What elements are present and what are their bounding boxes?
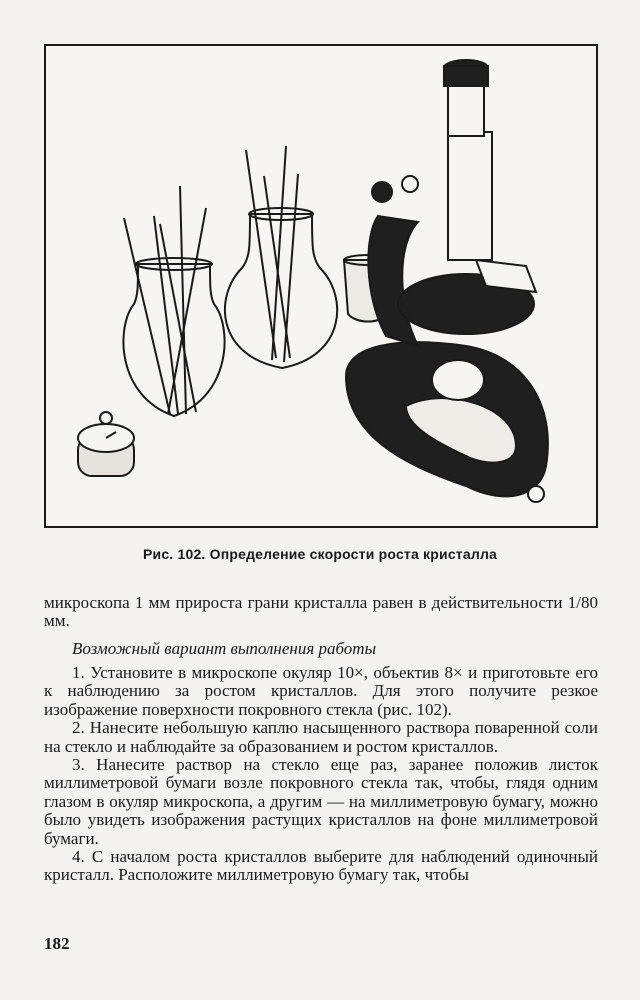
microscope <box>346 60 548 502</box>
step-paragraph-3: 3. Нанесите раствор на стекло еще раз, заранее положив листок миллиметровой бумаги возле покровного стекла так, чтобы, глядя одним глазом в окуляр микроскопа, а другим — на миллиметровую бумагу, можно было увидеть изображения растущих кристаллов на фоне миллиметровой бумаги. <box>44 755 598 848</box>
step-paragraph-1: 1. Установите в микроскопе окуляр 10×, объектив 8× и приготовьте его к наблюдению за ростом кристаллов. Для этого получите резкое изображение поверхности покровного стекла (рис. 102). <box>44 663 598 719</box>
figure-frame <box>44 44 598 528</box>
steps-block <box>44 664 598 885</box>
section-heading-block <box>44 640 598 658</box>
flask-left <box>123 186 224 416</box>
step-paragraph-4: 4. С началом роста кристаллов выберите для наблюдений одиночный кристалл. Расположите миллиметровую бумагу так, чтобы <box>44 847 598 885</box>
figure-illustration <box>46 46 596 526</box>
step-paragraph-2: 2. Нанесите небольшую каплю насыщенного раствора поваренной соли на стекло и наблюдайте за образованием и ростом кристаллов. <box>44 718 598 756</box>
flask-middle <box>225 146 337 368</box>
section-heading: Возможный вариант выполнения работы <box>72 639 377 658</box>
page-number: 182 <box>44 934 70 953</box>
stopwatch <box>78 412 134 476</box>
body-continuation-block <box>44 594 598 631</box>
continuation-paragraph: микроскопа 1 мм прироста грани кристалла равен в действительности 1/80 мм. <box>44 593 598 631</box>
figure-caption: Рис. 102. Определение скорости роста кристалла <box>142 546 498 562</box>
